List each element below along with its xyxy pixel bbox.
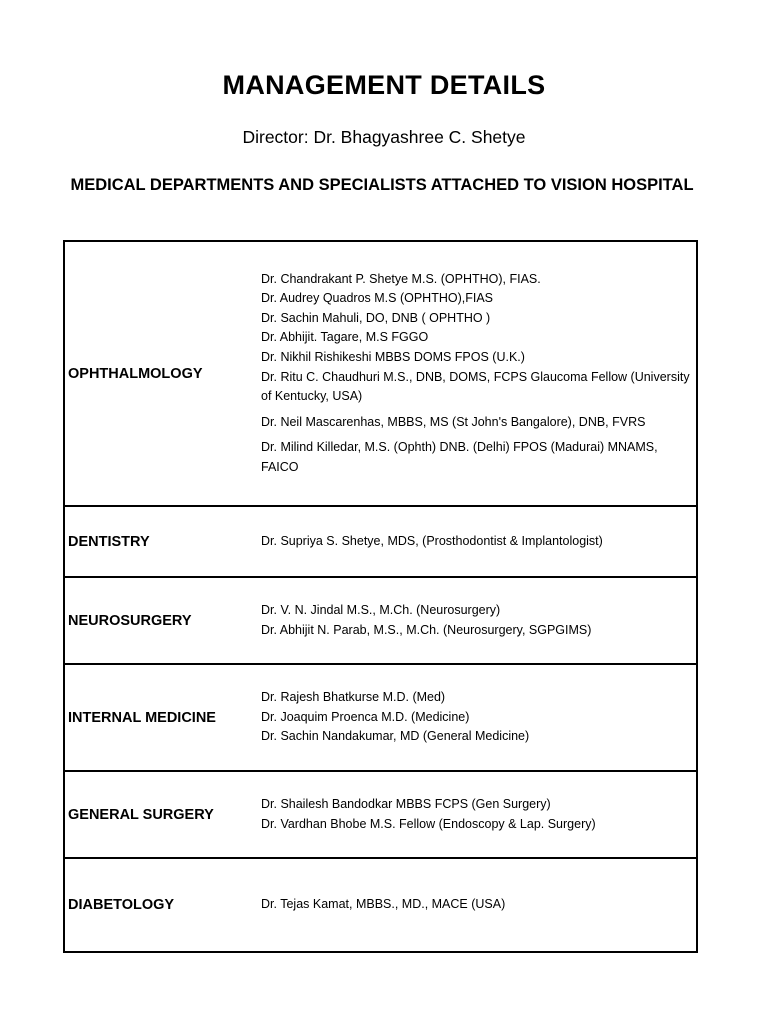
specialist-list <box>261 532 696 552</box>
specialist-entry: Dr. Milind Killedar, M.S. (Ophth) DNB. (Delhi) FPOS (Madurai) MNAMS, FAICO <box>261 440 658 474</box>
specialist-entry: Dr. Chandrakant P. Shetye M.S. (OPHTHO), FIAS. <box>261 271 541 286</box>
specialist-list <box>261 601 696 640</box>
department-name: NEUROSURGERY <box>68 612 192 629</box>
specialist-entry: Dr. Tejas Kamat, MBBS., MD., MACE (USA) <box>261 897 506 912</box>
specialist-entry: Dr. Abhijit. Tagare, M.S FGGO <box>261 330 429 345</box>
department-name: INTERNAL MEDICINE <box>68 709 216 726</box>
department-row-dentistry <box>65 507 696 578</box>
specialist-entry: Dr. Ritu C. Chaudhuri M.S., DNB, DOMS, FCPS Glaucoma Fellow (University of Kentucky, USA) <box>261 369 690 404</box>
department-name: DENTISTRY <box>68 533 150 550</box>
department-name: DIABETOLOGY <box>68 897 175 913</box>
department-row-general-surgery <box>65 772 696 859</box>
specialist-entry: Dr. Vardhan Bhobe M.S. Fellow (Endoscopy & Lap. Surgery) <box>261 816 596 831</box>
departments-table <box>63 240 698 953</box>
specialist-entry: Dr. Rajesh Bhatkurse M.D. (Med) <box>261 690 446 705</box>
specialist-entry: Dr. Nikhil Rishikeshi MBBS DOMS FPOS (U.K.) <box>261 349 525 364</box>
specialist-entry: Dr. Supriya S. Shetye, MDS, (Prosthodontist & Implantologist) <box>261 533 603 548</box>
specialist-entry: Dr. Shailesh Bandodkar MBBS FCPS (Gen Surgery) <box>261 796 551 811</box>
specialist-list <box>261 688 696 747</box>
specialist-entry: Dr. Sachin Nandakumar, MD (General Medicine) <box>261 729 530 744</box>
specialist-list <box>261 895 696 915</box>
department-row-neurosurgery <box>65 578 696 665</box>
specialist-entry: Dr. Joaquim Proenca M.D. (Medicine) <box>261 709 470 724</box>
page-title: MANAGEMENT DETAILS <box>222 70 546 100</box>
specialist-entry: Dr. Neil Mascarenhas, MBBS, MS (St John's Bangalore), DNB, FVRS <box>261 414 646 429</box>
department-name: OPHTHALMOLOGY <box>68 365 203 382</box>
specialist-entry: Dr. Sachin Mahuli, DO, DNB ( OPHTHO ) <box>261 310 491 325</box>
department-name: GENERAL SURGERY <box>68 806 214 823</box>
department-row-internal-medicine <box>65 665 696 772</box>
department-row-ophthalmology <box>65 242 696 507</box>
director-line: Director: Dr. Bhagyashree C. Shetye <box>242 127 526 147</box>
specialist-list <box>261 270 696 478</box>
specialist-entry: Dr. Abhijit N. Parab, M.S., M.Ch. (Neurosurgery, SGPGIMS) <box>261 622 592 637</box>
specialist-entry: Dr. V. N. Jindal M.S., M.Ch. (Neurosurgery) <box>261 602 501 617</box>
specialist-list <box>261 795 696 834</box>
section-heading: MEDICAL DEPARTMENTS AND SPECIALISTS ATTACHED TO VISION HOSPITAL <box>70 176 694 194</box>
department-row-diabetology <box>65 859 696 951</box>
specialist-entry: Dr. Audrey Quadros M.S (OPHTHO),FIAS <box>261 291 494 306</box>
